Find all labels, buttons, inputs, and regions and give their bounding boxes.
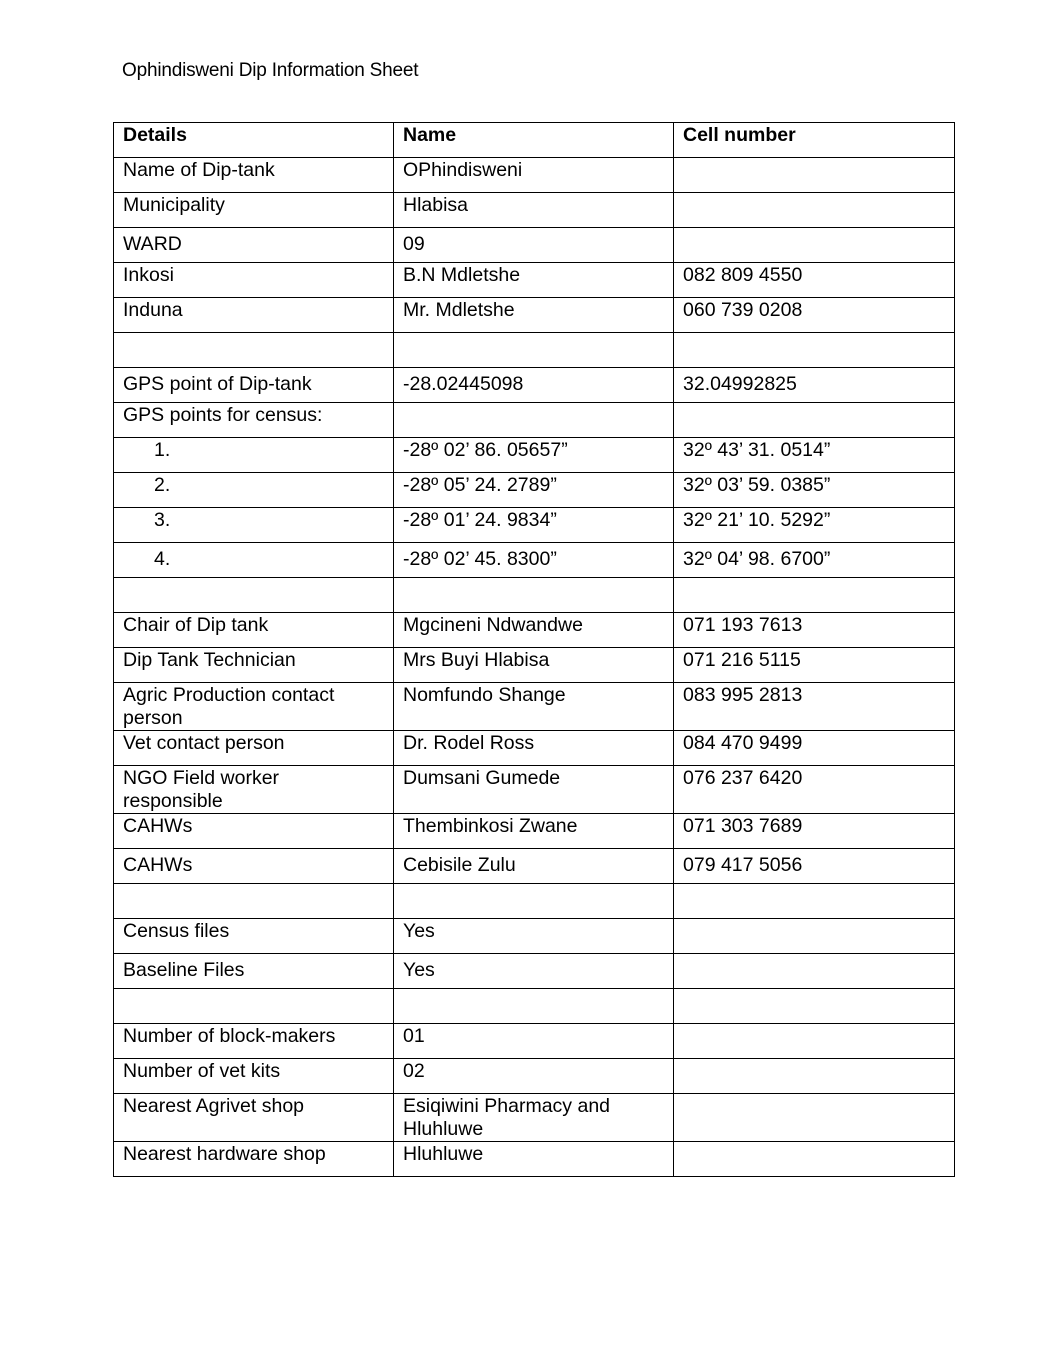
details-cell: Chair of Dip tank [114,613,394,648]
cell-number-cell [674,158,955,193]
details-cell: Baseline Files [114,954,394,989]
cell-number-cell [674,228,955,263]
header-name: Name [394,123,674,158]
cell-number-cell [674,1142,955,1177]
name-cell: 09 [394,228,674,263]
name-cell [394,884,674,919]
table-row [114,1059,955,1094]
latitude-cell: -28º 02’ 86. 05657” [394,438,674,473]
table-row [114,648,955,683]
table-row [114,158,955,193]
details-cell: Number of vet kits [114,1059,394,1094]
longitude-cell: 32º 03’ 59. 0385” [674,473,955,508]
cell-number-cell [674,919,955,954]
name-cell: -28.02445098 [394,368,674,403]
name-cell: Thembinkosi Zwane [394,814,674,849]
dip-information-table [113,122,955,1177]
gps-census-row [114,543,955,578]
cell-number-cell [674,333,955,368]
name-cell: OPhindisweni [394,158,674,193]
latitude-cell: -28º 05’ 24. 2789” [394,473,674,508]
cell-number-cell: 32.04992825 [674,368,955,403]
name-cell: Cebisile Zulu [394,849,674,884]
name-cell [394,403,674,438]
cell-number-cell: 071 216 5115 [674,648,955,683]
cell-number-cell [674,989,955,1024]
name-cell: 01 [394,1024,674,1059]
details-cell [114,884,394,919]
details-cell: Number of block-makers [114,1024,394,1059]
name-cell: Mr. Mdletshe [394,298,674,333]
details-cell: Nearest Agrivet shop [114,1094,394,1142]
table-row [114,731,955,766]
name-cell: 02 [394,1059,674,1094]
cell-number-cell: 060 739 0208 [674,298,955,333]
details-cell: Induna [114,298,394,333]
name-cell: Yes [394,919,674,954]
gps-point-number: 3. [154,509,171,531]
details-cell: CAHWs [114,814,394,849]
table-row [114,298,955,333]
table-row [114,1024,955,1059]
details-cell: Nearest hardware shop [114,1142,394,1177]
latitude-cell: -28º 02’ 45. 8300” [394,543,674,578]
longitude-cell: 32º 04’ 98. 6700” [674,543,955,578]
name-cell [394,333,674,368]
table-row [114,766,955,814]
details-cell: Municipality [114,193,394,228]
cell-number-cell: 071 303 7689 [674,814,955,849]
name-cell: B.N Mdletshe [394,263,674,298]
details-cell: NGO Field worker responsible [114,766,394,814]
table-header-row [114,123,955,158]
cell-number-cell: 082 809 4550 [674,263,955,298]
spacer-row [114,989,955,1024]
cell-number-cell [674,578,955,613]
name-cell: Hluhluwe [394,1142,674,1177]
name-cell: Hlabisa [394,193,674,228]
longitude-cell: 32º 43’ 31. 0514” [674,438,955,473]
table-row [114,919,955,954]
cell-number-cell [674,403,955,438]
cell-number-cell [674,1094,955,1142]
gps-point-number: 1. [154,439,171,461]
name-cell: Nomfundo Shange [394,683,674,731]
name-cell [394,578,674,613]
spacer-row [114,333,955,368]
table-row [114,368,955,403]
cell-number-cell [674,193,955,228]
cell-number-cell [674,954,955,989]
details-cell [114,989,394,1024]
details-cell [114,333,394,368]
details-cell: WARD [114,228,394,263]
table-row [114,683,955,731]
cell-number-cell: 084 470 9499 [674,731,955,766]
table-row [114,193,955,228]
name-cell: Dumsani Gumede [394,766,674,814]
spacer-row [114,578,955,613]
details-cell: Agric Production contact person [114,683,394,731]
gps-census-row [114,473,955,508]
cell-number-cell: 079 417 5056 [674,849,955,884]
details-cell: Name of Dip-tank [114,158,394,193]
name-cell: Mrs Buyi Hlabisa [394,648,674,683]
gps-census-row [114,438,955,473]
page-title: Ophindisweni Dip Information Sheet [122,60,419,81]
details-cell: GPS point of Dip-tank [114,368,394,403]
latitude-cell: -28º 01’ 24. 9834” [394,508,674,543]
spacer-row [114,884,955,919]
longitude-cell: 32º 21’ 10. 5292” [674,508,955,543]
cell-number-cell [674,884,955,919]
gps-point-number: 4. [154,548,171,570]
table-row [114,849,955,884]
cell-number-cell: 076 237 6420 [674,766,955,814]
table-row [114,1142,955,1177]
details-cell: Dip Tank Technician [114,648,394,683]
gps-point-number: 2. [154,474,171,496]
table-row [114,263,955,298]
cell-number-cell [674,1059,955,1094]
cell-number-cell [674,1024,955,1059]
gps-census-row [114,508,955,543]
table-row [114,954,955,989]
name-cell: Dr. Rodel Ross [394,731,674,766]
name-cell: Esiqiwini Pharmacy and Hluhluwe [394,1094,674,1142]
name-cell [394,989,674,1024]
table-row [114,403,955,438]
cell-number-cell: 071 193 7613 [674,613,955,648]
details-cell [114,578,394,613]
table-row [114,613,955,648]
details-cell: Inkosi [114,263,394,298]
name-cell: Yes [394,954,674,989]
details-cell: CAHWs [114,849,394,884]
cell-number-cell: 083 995 2813 [674,683,955,731]
header-details: Details [114,123,394,158]
details-cell: Vet contact person [114,731,394,766]
name-cell: Mgcineni Ndwandwe [394,613,674,648]
table-row [114,814,955,849]
details-cell: GPS points for census: [114,403,394,438]
header-cell-number: Cell number [674,123,955,158]
details-cell: Census files [114,919,394,954]
table-row [114,228,955,263]
table-row [114,1094,955,1142]
